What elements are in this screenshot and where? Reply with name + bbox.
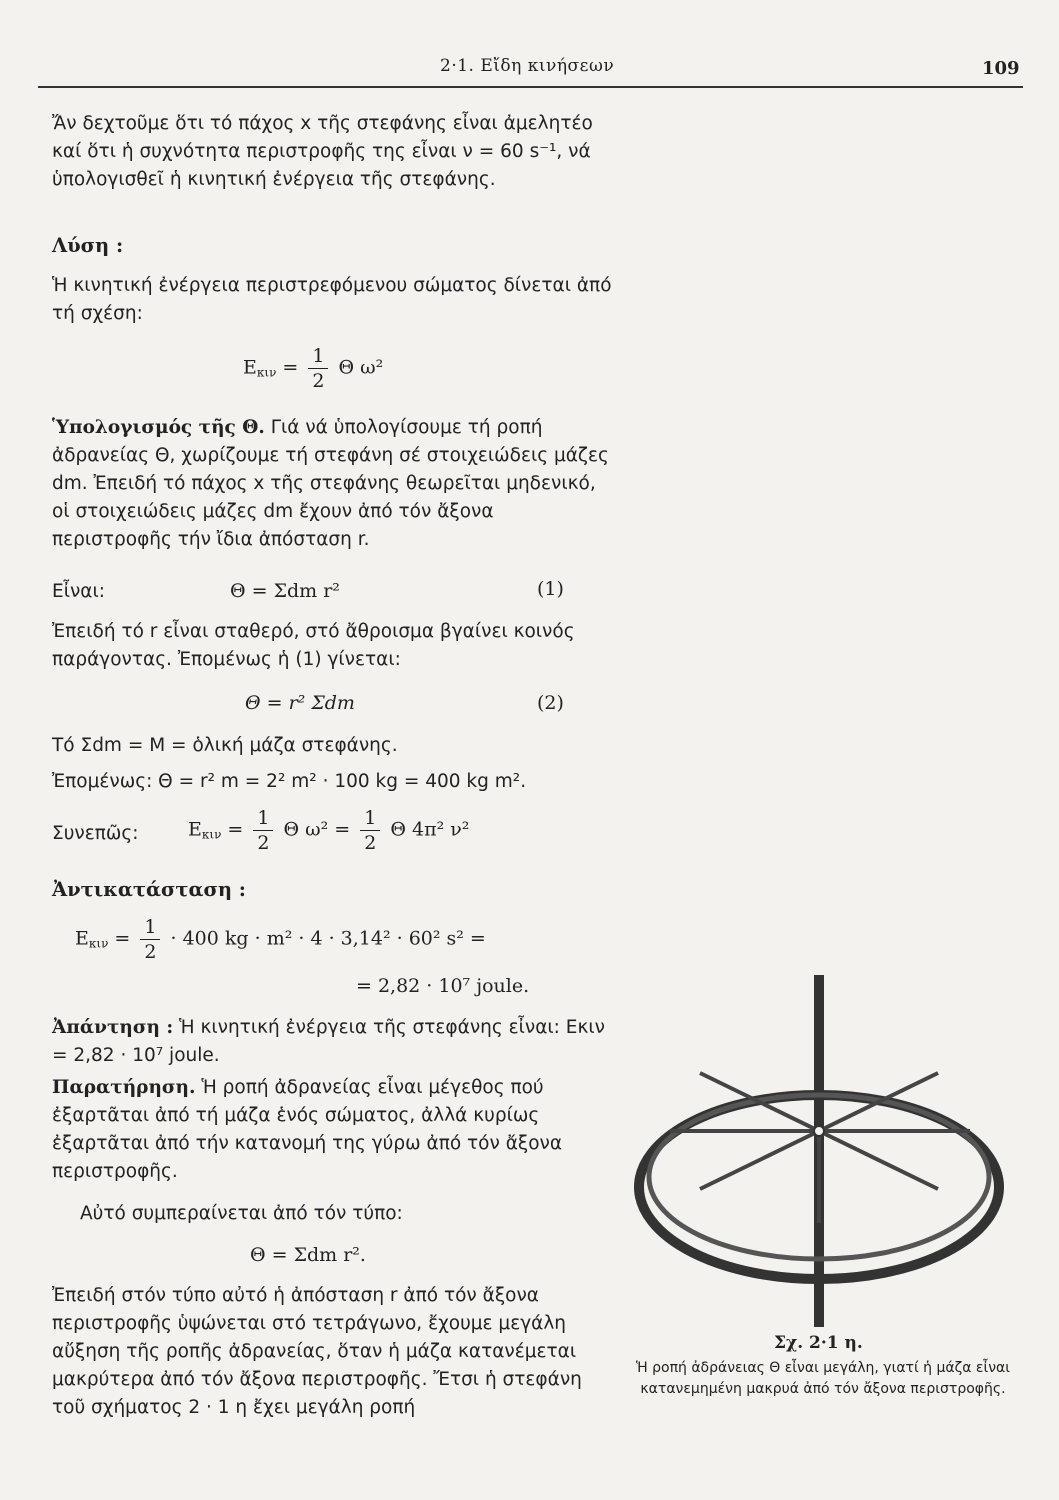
eq1-lhs-sub: κιν [256, 365, 277, 380]
rotating-ring-figure [630, 975, 1030, 1330]
header-rule [38, 86, 1023, 88]
remark-label: Παρατήρηση. [52, 1077, 196, 1098]
answer-paragraph [52, 1014, 612, 1070]
ring-hub [814, 1126, 824, 1136]
eq5-numerator: 1 [140, 915, 160, 940]
eq4-lhs-sub: κιν [201, 827, 222, 842]
eq1-denominator: 2 [312, 370, 325, 392]
running-header: 2·1. Εἴδη κινήσεων [440, 56, 615, 76]
moment-value-line: Ἐπομένως: Θ = r² m = 2² m² · 100 kg = 400 kg m². [52, 771, 527, 792]
eq5-rhs: · 400 kg · m² · 4 · 3,14² · 60² s² = [170, 927, 486, 950]
eq4-lhs: E [188, 818, 202, 841]
eq1-lhs: E [243, 356, 257, 379]
equation-moment: Θ = Σdm r². [250, 1244, 366, 1266]
is-label: Εἶναι: [52, 581, 105, 602]
eq5-lhs-sub: κιν [88, 936, 109, 951]
substitution-label: Ἀντικατάσταση : [52, 878, 247, 901]
eq1-rhs: Θ ω² [338, 356, 384, 379]
equation-2-number: (2) [537, 692, 564, 714]
equation-2: Θ = r² Σdm [245, 692, 355, 714]
eq5-denominator: 2 [144, 941, 157, 963]
figure-label: Σχ. 2·1 η. [774, 1333, 863, 1353]
calc-heading: Ὑπολογισμός τῆς Θ. [52, 417, 265, 438]
eq4-numerator-1: 1 [253, 806, 273, 831]
eq4-fraction-2 [360, 806, 380, 855]
eq4-term-1: Θ ω² = [283, 818, 351, 841]
eq4-denominator-1: 2 [257, 832, 270, 854]
eq4-denominator-2: 2 [364, 832, 377, 854]
total-mass-line: Τό Σdm = M = ὁλική μάζα στεφάνης. [52, 735, 398, 756]
moment-calc-paragraph [52, 414, 612, 554]
page-number: 109 [982, 58, 1020, 79]
answer-label: Ἀπάντηση : [52, 1017, 174, 1038]
figure-caption: Ἡ ροπή ἀδράνειας Θ εἶναι μεγάλη, γιατί ἡ μάζα εἶναι κατανεμημένη μακρυά ἀπό τόν ἄξονα περιστροφῆς. [635, 1360, 1011, 1397]
eq5-lhs: E [75, 927, 89, 950]
kinetic-energy-intro: Ἡ κινητική ἐνέργεια περιστρεφόμενου σώματος δίνεται ἀπό τή σχέση: [52, 275, 612, 324]
equation-kinetic-expanded: $E_{\kappa\iota\nu}$ = $\frac{1}{2}$ Θ ω² = $\frac{1}{2}$ Θ 4π² ν² [188, 807, 470, 854]
eq4-numerator-2: 1 [360, 806, 380, 831]
answer-text: Ἡ κινητική ἐνέργεια τῆς στεφάνης εἶναι: Eκιν = 2,82 · 10⁷ joule. [52, 1017, 605, 1066]
equation-substitution: $E_{\kappa\iota\nu}$ = $\frac{1}{2}$ · 400 kg · m² · 4 · 3,14² · 60² s² = [75, 916, 486, 963]
remark-text: Ἡ ροπή ἀδρανείας εἶναι μέγεθος πού ἐξαρτᾶται ἀπό τή μάζα ἑνός σώματος, ἀλλά κυρίως ἐξαρτᾶται ἀπό τήν κατανομή της γύρω ἀπό τόν ἄξονα περιστροφῆς. [52, 1077, 563, 1182]
consequently-label: Συνεπῶς: [52, 823, 139, 844]
equation-1-number: (1) [537, 578, 564, 600]
equation-result: = 2,82 · 10⁷ joule. [356, 975, 530, 997]
eq4-fraction-1 [253, 806, 273, 855]
problem-statement: Ἄν δεχτοῦμε ὅτι τό πάχος x τῆς στεφάνης εἶναι ἀμελητέο καί ὅτι ἡ συχνότητα περιστροφῆς της εἶναι ν = 60 s⁻¹, νά ὑπολογισθεῖ ἡ κινητική ἐνέργεια τῆς στεφάνης. [52, 113, 593, 190]
conclusion-paragraph: Ἐπειδή στόν τύπο αὐτό ἡ ἀπόσταση r ἀπό τόν ἄξονα περιστροφῆς ὑψώνεται στό τετράγωνο, ἔχουμε μεγάλη αὔξηση τῆς ροπῆς ἀδρανείας, ὅταν ἡ μάζα κατανέμεται μακρύτερα ἀπό τόν ἄξονα περιστροφῆς. Ἔτσι ἡ στεφάνη τοῦ σχήματος 2 · 1 η ἔχει μεγάλη ροπή [52, 1285, 582, 1418]
solution-label: Λύση : [52, 234, 124, 257]
eq5-fraction [140, 915, 160, 964]
eq1-equals: = [282, 356, 299, 379]
equation-1: Θ = Σdm r² [230, 580, 340, 602]
constant-r-paragraph: Ἐπειδή τό r εἶναι σταθερό, στό ἄθροισμα βγαίνει κοινός παράγοντας. Ἐπομένως ἡ (1) γίνεται: [52, 621, 575, 670]
formula-intro: Αὐτό συμπεραίνεται ἀπό τόν τύπο: [80, 1203, 403, 1224]
eq1-fraction [308, 344, 328, 393]
calc-text: Γιά νά ὑπολογίσουμε τή ροπή ἀδρανείας Θ, χωρίζουμε τή στεφάνη σέ στοιχειώδεις μάζες dm. Ἐπειδή τό πάχος x τῆς στεφάνης θεωρεῖται μηδενικό, οἱ στοιχειώδεις μάζες dm ἔχουν ἀπό τόν ἄξονα περιστροφῆς τήν ἴδια ἀπόσταση r. [52, 417, 609, 550]
eq1-numerator: 1 [308, 344, 328, 369]
remark-paragraph [52, 1074, 612, 1186]
equation-kinetic-energy [243, 344, 383, 393]
eq4-term-2: Θ 4π² ν² [390, 818, 470, 841]
